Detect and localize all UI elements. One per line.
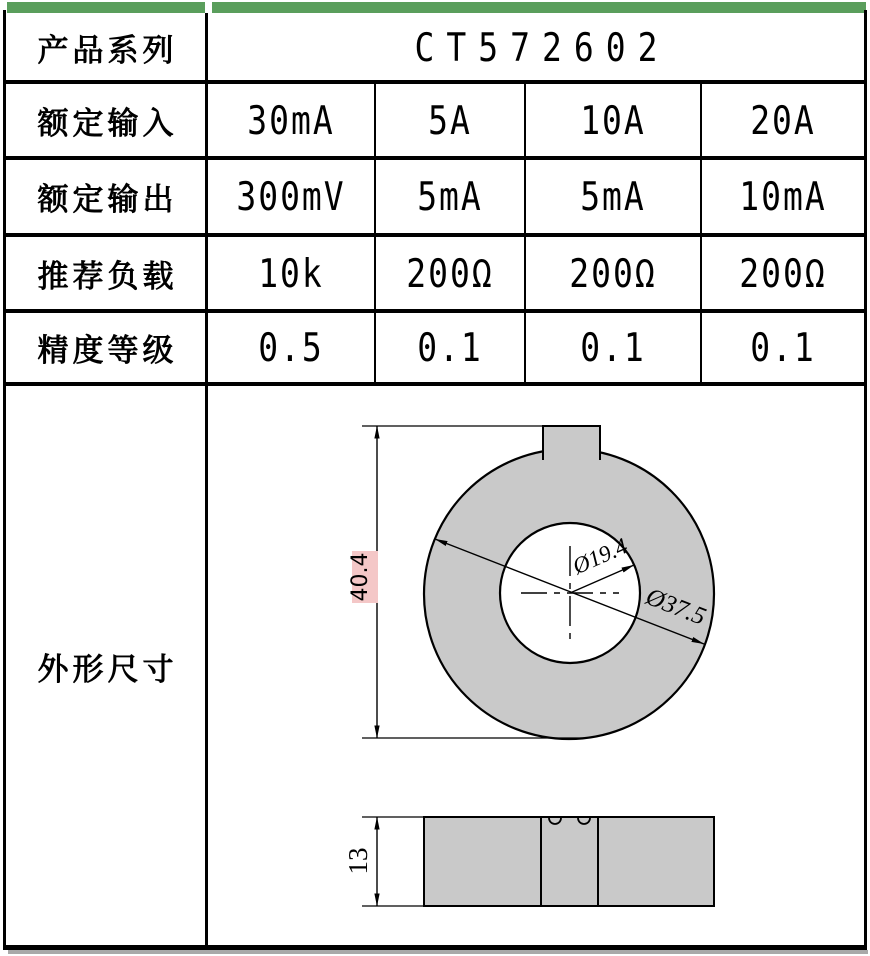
rated-output-value: 300mV — [236, 173, 346, 220]
rated-output-value: 5mA — [417, 173, 483, 220]
side-view-pin-notch — [578, 818, 590, 824]
side-view-pin-notch — [549, 818, 561, 824]
accuracy-class-value: 0.1 — [417, 324, 483, 371]
accuracy-class-value: 0.1 — [580, 324, 646, 371]
label-rated-output: 额定输出 — [37, 182, 178, 218]
label-product-series: 产品系列 — [37, 32, 178, 69]
recommended-load-value: 200Ω — [739, 249, 827, 297]
rated-input-value: 10A — [580, 96, 646, 144]
recommended-load-value: 10k — [258, 249, 324, 297]
recommended-load-value: 200Ω — [569, 249, 657, 297]
rated-output-value: 10mA — [739, 173, 827, 220]
label-accuracy-class: 精度等级 — [37, 333, 178, 369]
inner-diameter-label: Ø19.4 — [568, 533, 632, 580]
side-view-body — [424, 817, 714, 906]
rated-input-value: 20A — [750, 96, 816, 144]
recommended-load-value: 200Ω — [406, 249, 494, 297]
label-outline-dimensions: 外形尺寸 — [37, 651, 178, 688]
accuracy-class-value: 0.1 — [750, 324, 816, 371]
label-rated-input: 额定输入 — [37, 105, 178, 142]
outer-diameter-label: Ø37.5 — [642, 583, 710, 631]
height-dimension-label: 40.4 — [348, 552, 373, 602]
thickness-dimension-label: 13 — [343, 847, 373, 875]
rated-input-value: 30mA — [247, 96, 335, 144]
rated-output-value: 5mA — [580, 173, 646, 220]
label-recommended-load: 推荐负载 — [37, 258, 178, 295]
value-product-series: CT572602 — [414, 23, 670, 71]
accuracy-class-value: 0.5 — [258, 324, 324, 371]
front-view-tab — [543, 426, 600, 460]
rated-input-value: 5A — [428, 96, 472, 144]
